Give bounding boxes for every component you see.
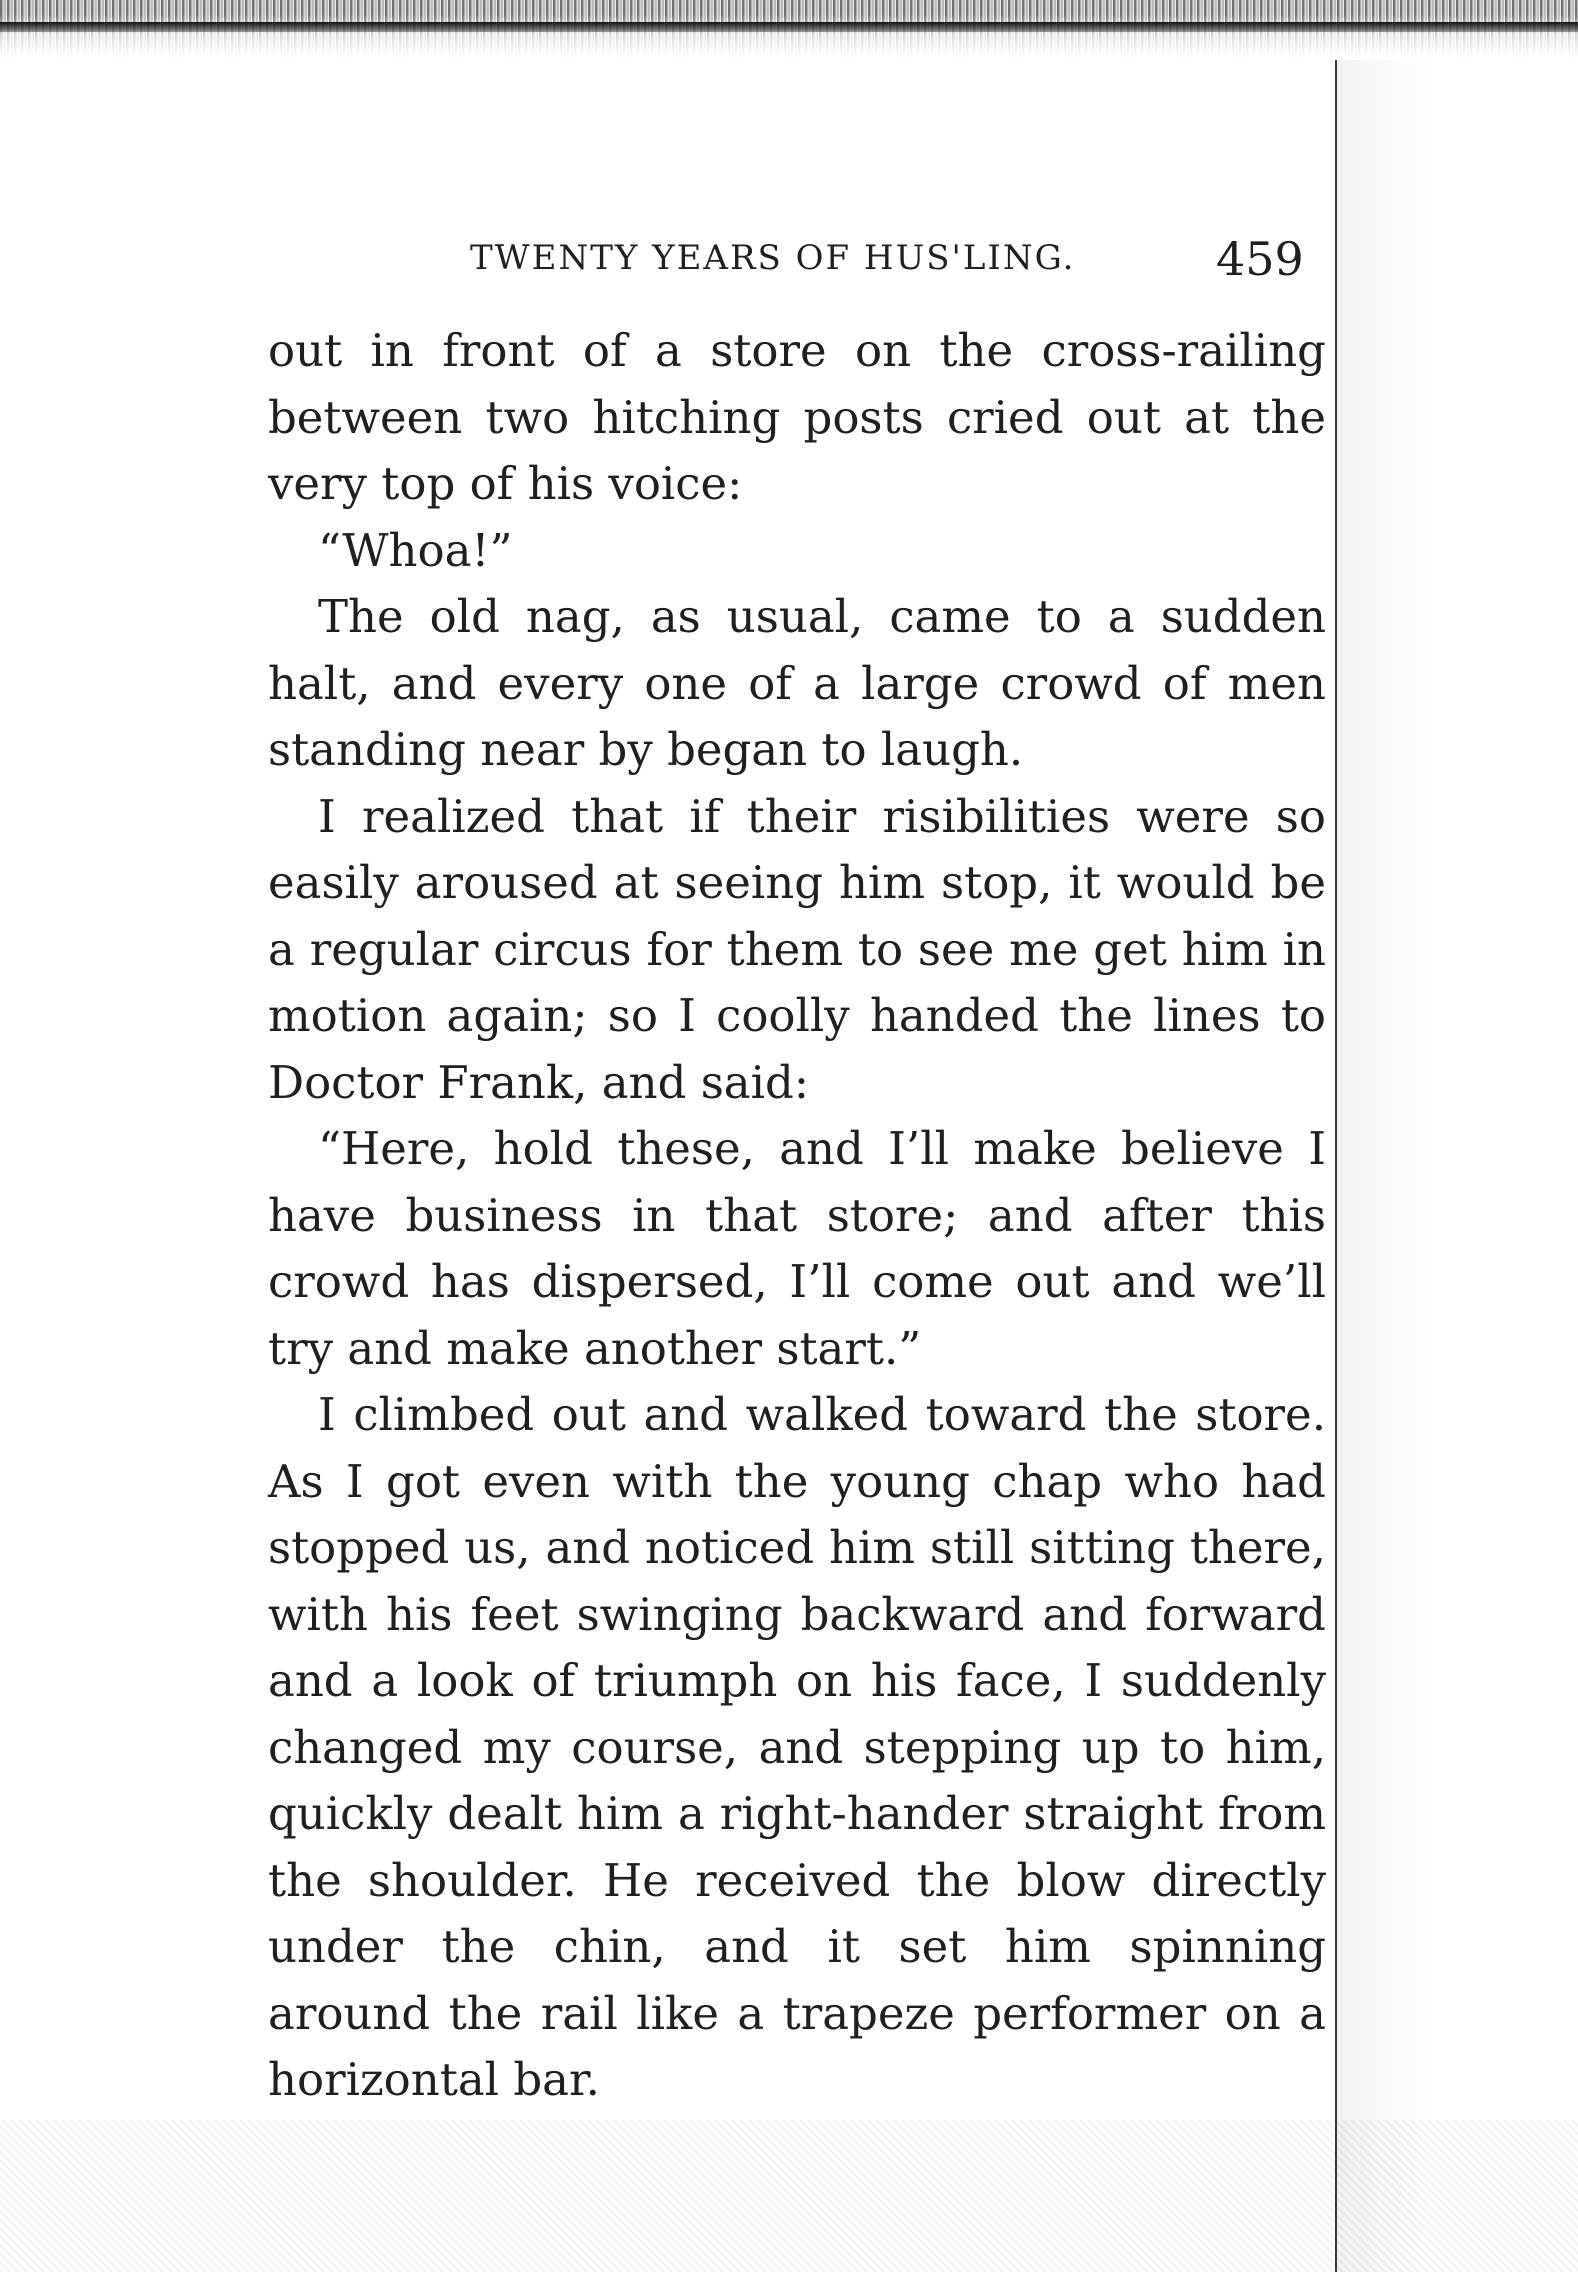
page-edge-line xyxy=(1335,60,1337,2272)
page-number: 459 xyxy=(1216,232,1304,286)
page-body xyxy=(268,318,1326,2114)
paragraph: I climbed out and walked toward the store. As I got even with the young chap who had stopped us, and noticed him still sitting there, with his feet swinging backward and forward and a look of triumph on his face, I suddenly changed my course, and stepping up to him, quickly dealt him a right-hander straight from the shoulder. He received the blow directly under the chin, and it set him spinning around the rail like a trapeze performer on a horizontal bar. xyxy=(268,1388,1326,2106)
paragraph: “Whoa!” xyxy=(318,523,513,577)
page-edge-shadow xyxy=(1337,60,1578,2272)
running-title: TWENTY YEARS OF HUS'LING. xyxy=(470,238,1076,278)
paragraph: I realized that if their risibilities were so easily aroused at seeing him stop, it would be a regular circus for them to see me get him in motion again; so I coolly handed the lines to Doctor Frank, and said: xyxy=(268,789,1326,1109)
paragraph: The old nag, as usual, came to a sudden halt, and every one of a large crowd of men standing near by began to laugh. xyxy=(268,590,1326,776)
scan-artifact-bottom xyxy=(0,2120,1578,2272)
page-header xyxy=(0,232,1578,292)
paragraph: “Here, hold these, and I’ll make believe I have business in that store; and after this crowd has dispersed, I’ll come out and we’ll try and make another start.” xyxy=(268,1122,1326,1375)
scan-artifact-bar xyxy=(0,22,1578,32)
paragraph-continued: out in front of a store on the cross-railing between two hitching posts cried out at the very top of his voice: xyxy=(268,324,1326,510)
